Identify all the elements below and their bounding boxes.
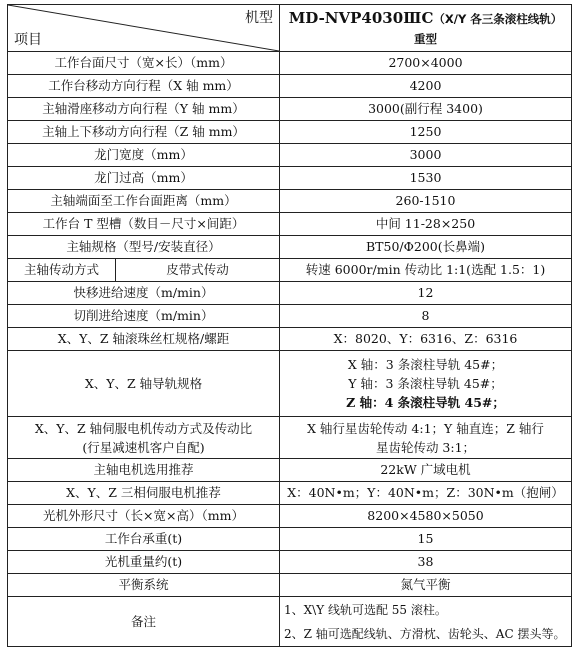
row-label: 切削进给速度（m/min） xyxy=(8,305,280,328)
row-value: 1250 xyxy=(280,121,572,144)
row-label: 工作台承重(t) xyxy=(8,528,280,551)
table-row xyxy=(8,236,572,259)
row-label: 快移进给速度（m/min） xyxy=(8,282,280,305)
guide-line-x: X 轴：3 条滚柱导轨 45#； xyxy=(347,357,504,372)
note-line-1: 1、X\Y 线轨可选配 55 滚柱。 xyxy=(284,602,447,617)
row-label: 主轴规格（型号/安装直径） xyxy=(8,236,280,259)
table-row xyxy=(8,190,572,213)
row-label: 光机重量约(t) xyxy=(8,551,280,574)
row-value: 260-1510 xyxy=(280,190,572,213)
table-row xyxy=(8,75,572,98)
model-name: MD-NVP4030ⅢC xyxy=(288,8,434,27)
row-label: 平衡系统 xyxy=(8,574,280,597)
guides-value xyxy=(280,351,572,417)
row-label: X、Y、Z 三相伺服电机推荐 xyxy=(8,482,280,505)
row-value: 2700×4000 xyxy=(280,52,572,75)
row-label: 主轴电机选用推荐 xyxy=(8,459,280,482)
guide-line-y: Y 轴：3 条滚柱导轨 45#； xyxy=(348,376,503,391)
header-diagonal-line xyxy=(8,5,279,51)
row-label: X、Y、Z 轴滚珠丝杠规格/螺距 xyxy=(8,328,280,351)
row-value: 22kW 广域电机 xyxy=(280,459,572,482)
model-note: （X/Y 各三条滚柱线轨） xyxy=(433,11,563,26)
row-label: 龙门宽度（mm） xyxy=(8,144,280,167)
servo-drive-value xyxy=(280,417,572,459)
table-row xyxy=(8,144,572,167)
notes-row xyxy=(8,597,572,647)
spec-table xyxy=(7,4,572,647)
row-value: 4200 xyxy=(280,75,572,98)
table-row xyxy=(8,551,572,574)
servo-drive-value-line2: 星齿轮传动 3:1； xyxy=(375,439,476,455)
table-row xyxy=(8,305,572,328)
row-value: 中间 11-28×250 xyxy=(280,213,572,236)
row-value: 1530 xyxy=(280,167,572,190)
row-label: 主轴滑座移动方向行程（Y 轴 mm） xyxy=(8,98,280,121)
row-value: X：40N•m；Y：40N•m；Z：30N•m（抱闸） xyxy=(280,482,572,505)
table-row xyxy=(8,98,572,121)
servo-drive-label-line2: (行星减速机客户自配) xyxy=(82,439,205,455)
table-row xyxy=(8,167,572,190)
table-row xyxy=(8,505,572,528)
spindle-drive-type: 皮带式传动 xyxy=(116,259,280,282)
row-value: 8200×4580×5050 xyxy=(280,505,572,528)
row-label: 主轴上下移动方向行程（Z 轴 mm） xyxy=(8,121,280,144)
model-cell xyxy=(280,5,572,52)
spindle-drive-label: 主轴传动方式 xyxy=(8,259,116,282)
spindle-drive-row xyxy=(8,259,572,282)
row-value: X：8020、Y：6316、Z：6316 xyxy=(280,328,572,351)
guide-line-z: Z 轴：4 条滚柱导轨 45#； xyxy=(346,395,505,410)
row-value: 8 xyxy=(280,305,572,328)
servo-drive-label-line1: X、Y、Z 轴伺服电机传动方式及传动比 xyxy=(34,420,253,436)
notes-label: 备注 xyxy=(8,597,280,647)
guides-label: X、Y、Z 轴导轨规格 xyxy=(8,351,280,417)
spindle-drive-value: 转速 6000r/min 传动比 1:1(选配 1.5：1) xyxy=(280,259,572,282)
row-label: 工作台面尺寸（宽×长）（mm） xyxy=(8,52,280,75)
table-row xyxy=(8,528,572,551)
header-row xyxy=(8,5,572,52)
table-row xyxy=(8,52,572,75)
servo-drive-row xyxy=(8,417,572,459)
table-row xyxy=(8,213,572,236)
row-label: 工作台移动方向行程（X 轴 mm） xyxy=(8,75,280,98)
table-row xyxy=(8,482,572,505)
row-label: 龙门过高（mm） xyxy=(8,167,280,190)
model-note-2: 重型 xyxy=(414,31,437,46)
table-row xyxy=(8,459,572,482)
row-value: BT50/Φ200(长鼻端) xyxy=(280,236,572,259)
note-line-2: 2、Z 轴可选配线轨、方滑枕、齿轮头、AC 摆头等。 xyxy=(284,626,566,641)
row-label: 光机外形尺寸（长×宽×高）（mm） xyxy=(8,505,280,528)
servo-drive-label xyxy=(8,417,280,459)
header-corner-cell xyxy=(8,5,280,52)
row-value: 15 xyxy=(280,528,572,551)
row-value: 12 xyxy=(280,282,572,305)
table-row xyxy=(8,328,572,351)
servo-drive-value-line1: X 轴行星齿轮传动 4:1；Y 轴直连；Z 轴行 xyxy=(307,420,544,436)
row-value: 38 xyxy=(280,551,572,574)
header-col-label: 机型 xyxy=(245,10,273,26)
row-value: 氮气平衡 xyxy=(280,574,572,597)
notes-value xyxy=(280,597,572,647)
table-row xyxy=(8,282,572,305)
row-label: 主轴端面至工作台面距离（mm） xyxy=(8,190,280,213)
table-row xyxy=(8,574,572,597)
row-value: 3000 xyxy=(280,144,572,167)
row-value: 3000(副行程 3400) xyxy=(280,98,572,121)
header-row-label: 项目 xyxy=(14,32,42,48)
guides-row xyxy=(8,351,572,417)
row-label: 工作台 T 型槽（数目－尺寸×间距） xyxy=(8,213,280,236)
table-row xyxy=(8,121,572,144)
